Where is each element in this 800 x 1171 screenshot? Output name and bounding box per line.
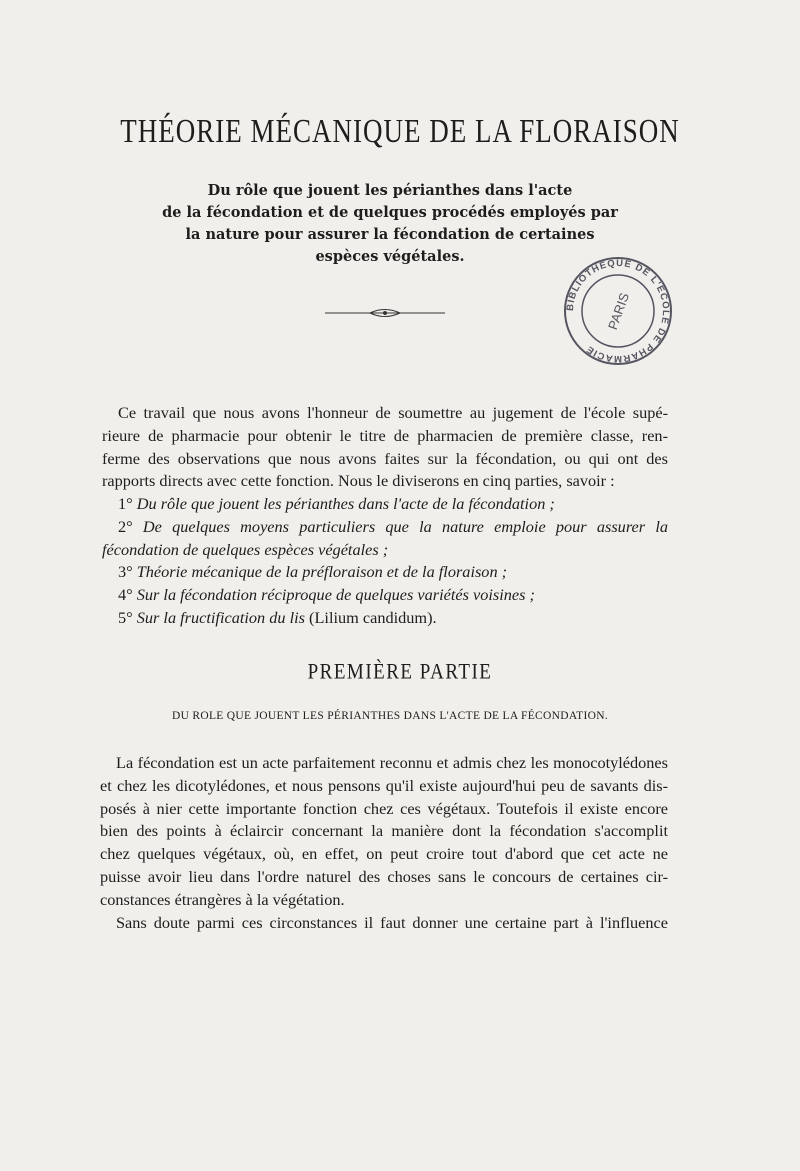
list-text-suffix: (Lilium candidum). (304, 607, 437, 627)
list-number: 4° (118, 585, 133, 605)
section-subheading: DU ROLE QUE JOUENT LES PÉRIANTHES DANS L'ACTE DE LA FÉCONDATION. (171, 710, 608, 722)
list-text: Sur la fructification du lis (136, 607, 305, 627)
list-number: 2° (118, 516, 133, 536)
text-line: La fécondation est un acte parfaitement reconnu et admis chez les monocotylédones (116, 753, 668, 772)
ornament-divider (325, 306, 445, 320)
text-line: rieure de pharmacie pour obtenir le titre de pharmacien de première classe, ren- (102, 425, 668, 445)
section-heading: PREMIÈRE PARTIE (307, 660, 493, 685)
list-item (118, 607, 668, 630)
introduction (102, 402, 668, 493)
list-item (118, 561, 668, 584)
text-line: rapports directs avec cette fonction. Nous le diviserons en cinq parties, savoir : (102, 471, 615, 491)
list-text: De quelques moyens particuliers que la nature emploie pour assurer la (142, 516, 668, 536)
page-title: THÉORIE MÉCANIQUE DE LA FLORAISON (120, 112, 680, 150)
text-line: Sans doute parmi ces circonstances il faut donner une certaine part à l'influence (116, 912, 668, 932)
list-number: 3° (118, 562, 133, 582)
stamp-center-text: PARIS (604, 290, 633, 332)
list-item (118, 584, 668, 607)
text-line: chez quelques végétaux, où, en effet, on peut croire tout d'abord que cet acte ne (100, 844, 668, 864)
subtitle-line: espèces végétales. (315, 248, 465, 265)
text-line: puisse avoir lieu dans l'ordre naturel des choses sans le concours de certaines cir- (100, 866, 668, 886)
list-text: Sur la fécondation réciproque de quelques variétés voisines ; (136, 585, 535, 605)
text-line: posés à nier cette importante fonction chez ces végétaux. Toutefois il existe encore (100, 798, 668, 818)
list-text: Du rôle que jouent les périanthes dans l'acte de la fécondation ; (136, 494, 555, 513)
subtitle-line: Du rôle que jouent les périanthes dans l'acte (207, 182, 573, 199)
text-line: bien des points à éclaircir concernant la manière dont la fécondation s'accomplit (100, 821, 668, 841)
body-paragraph (100, 752, 668, 934)
text-line: constances étrangères à la végétation. (100, 889, 345, 909)
parts-list (102, 493, 668, 630)
subtitle-line: la nature pour assurer la fécondation de certaines (185, 226, 595, 243)
list-item (118, 516, 668, 539)
list-item-continuation: fécondation de quelques espèces végétales ; (102, 539, 389, 559)
list-number: 5° (118, 607, 133, 627)
list-text: Théorie mécanique de la préfloraison et de la floraison ; (136, 562, 508, 582)
stamp-outer-text: BIBLIOTHÈQUE DE L'ÉCOLE DE PHARMACIE (564, 257, 672, 365)
text-line: et chez les dicotylédones, et nous pensons qu'il existe aujourd'hui peu de savants dis- (100, 775, 668, 795)
list-number: 1° (118, 494, 133, 513)
text-line: Ce travail que nous avons l'honneur de soumettre au jugement de l'école supé- (118, 403, 668, 422)
list-item (118, 493, 668, 516)
text-line: ferme des observations que nous avons faites sur la fécondation, ou qui ont des (102, 448, 668, 468)
library-stamp (562, 255, 674, 367)
subtitle-line: de la fécondation et de quelques procédés employés par (162, 204, 618, 221)
